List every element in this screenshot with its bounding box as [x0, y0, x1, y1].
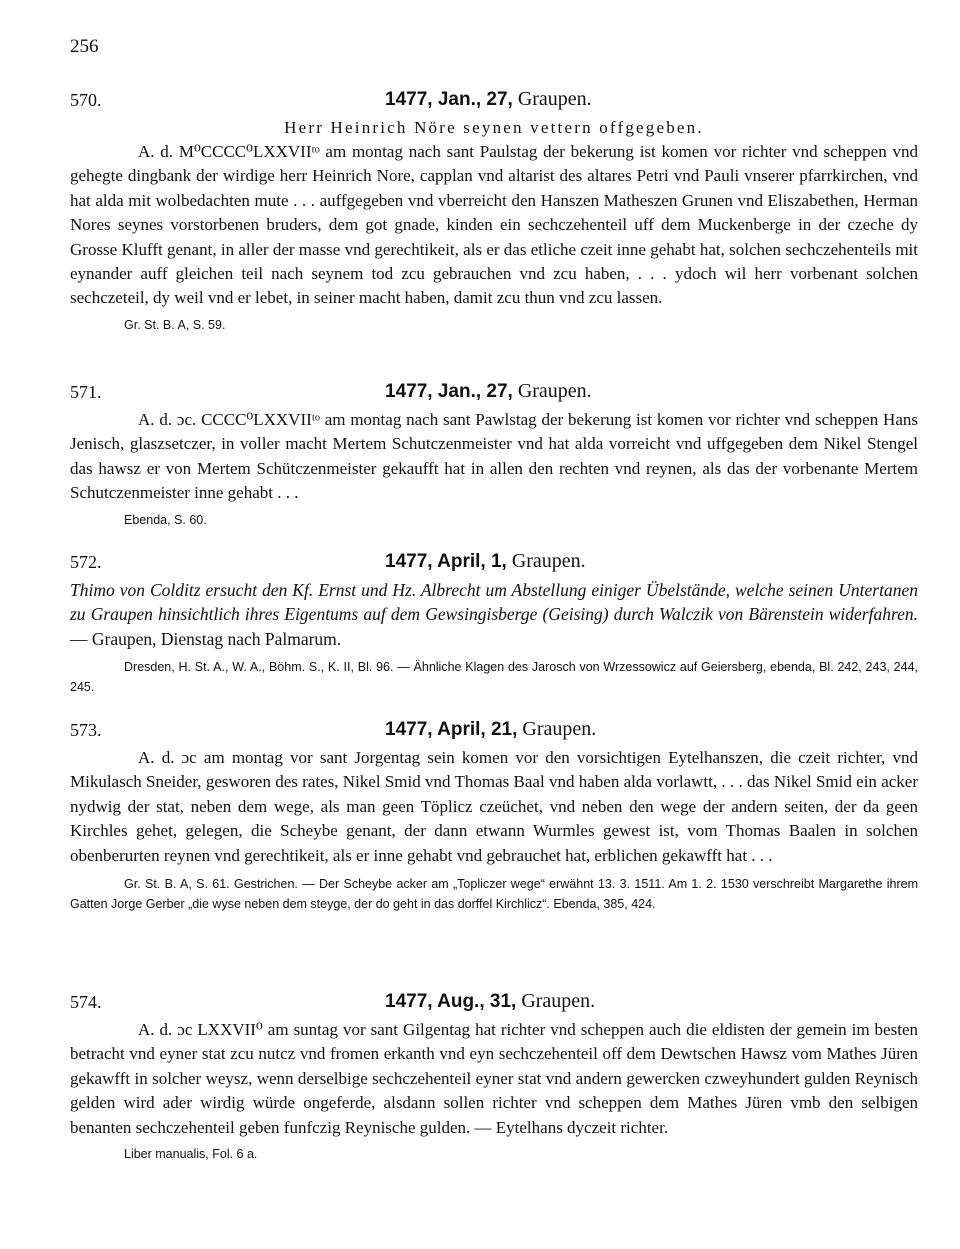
entry-date: 1477, Aug., 31, [385, 991, 517, 1012]
entry-date: 1477, April, 1, [385, 551, 507, 572]
entry-date-line [385, 550, 586, 573]
entry-place: Graupen. [522, 718, 597, 740]
entry-date-line [385, 718, 596, 741]
entry-source: Dresden, H. St. A., W. A., Böhm. S., K. II, Bl. 96. — Ähnliche Klagen des Jarosch von Wrzessowicz auf Geiersberg, ebenda, Bl. 242, 243, 244, 245. [70, 660, 918, 695]
entry-summary-italic: Thimo von Colditz ersucht den Kf. Ernst und Hz. Albrecht um Abstellung einiger Übelstände, welche seinen Untertanen zu Graupen hinsichtlich ihres Eigentums auf dem Gewsingisberge (Geising) durch Walczik von Bärenstein widerfahren. [70, 580, 918, 625]
entry-date-line [385, 88, 592, 111]
entry-573 [70, 718, 918, 914]
entry-number: 572. [70, 552, 102, 572]
entry-text: A. d. ɔc am montag vor sant Jorgentag sein komen vor den vorsichtigen Eytelhanszen, die czeit richter, vnd Mikulasch Sneider, gesworen des rates, Nikel Smid vnd Thomas Baal vnd haben alda vorlawtt, . . . das Nikel Smid ein acker nydwig der stat, neben dem wege, als man geen Töplicz czeüchet, vnd neben den wege der andern seiten, der da geen Kirchles gehet, gelegen, die Scheybe genant, der dann etwann Wurmles gewest ist, vom Thomas Baalen in solchen obenberurten reynen vnd gerechtikeit, als er inne gehabt vnd gebrauchet hat, erblichen gekawfft hat . . . [70, 748, 918, 865]
entry-place: Graupen. [517, 380, 592, 402]
page-number: 256 [70, 36, 99, 57]
entry-place: Graupen. [521, 990, 596, 1012]
entry-source: Gr. St. B. A, S. 61. Gestrichen. — Der Scheybe acker am „Topliczer wege“ erwähnt 13. 3. 1511. Am 1. 2. 1530 verschreibt Margarethe ihrem Gatten Jorge Gerber „die wyse neben dem steyge, der do geht in das dorffel Kirchlicz“. Ebenda, 385, 424. [70, 877, 918, 912]
entry-heading [70, 88, 918, 116]
entry-date: 1477, Jan., 27, [385, 381, 513, 402]
entry-date: 1477, Jan., 27, [385, 89, 513, 110]
entry-date-line [385, 380, 592, 403]
entry-text: A. d. M⁰CCCC⁰LXXVIIᵗᵒ am montag nach sant Paulstag der bekerung ist komen vor richter vnd scheppen vnd gehegte dingbank der wirdige herr Heinrich Nore, capplan vnd altarist des altares Petri vnd Pauli vnserer pfarrkirchen, vnd hat alda mit wolbedachten mute . . . auffgegeben vnd vberreicht den Hanszen Matheszen Grunen vnd Eliszabethen, Herman Nores seynes vorstorbenen bruders, dem got gnade, kinden ein sechczehenteil uff dem Muckenberge in der czeche dy Grosse Klufft genant, in aller der masse vnd gerechtikeit, als er das etliche czeit inne gehabt hat, solchen sechczehenteils mit eynander auff gleichen teil nach seynem tod zcu gebrauchen vnd zcu haben, . . . ydoch wil herr vorbenant solchen sechczeteil, dy weil vnd er lebet, in seiner macht haben, damit zcu thun vnd zcu lassen. [70, 142, 918, 308]
entry-source: Ebenda, S. 60. [124, 512, 207, 527]
entry-heading [70, 550, 918, 578]
entry-heading [70, 718, 918, 746]
entry-heading [70, 380, 918, 408]
entry-summary [70, 578, 918, 651]
entry-summary-date: — Graupen, Dienstag nach Palmarum. [70, 628, 342, 649]
entry-text: A. d. ɔc LXXVII⁰ am suntag vor sant Gilgentag hat richter vnd scheppen auch die eldisten der gemein im besten betracht vnd eyner stat zcu nutcz vnd fromen erkanth vnd eyn sechczehenteil off dem Dewtschen Hawsz vom Mathes Jüren gekawfft in solcher weysz, wenn derselbige sechczehenteil eyner stat vnd andern gewercken czweyhundert gulden Reynisch gelden wird ader wirdig würde ongeferde, alsdann sollen richter vnd scheppen dem Mathes Jüren vmb den selbigen benanten sechczehenteil geben funfczig Reynische gulden. — Eytelhans dyczeit richter. [70, 1020, 918, 1137]
entry-number: 573. [70, 720, 102, 740]
entry-date-line [385, 990, 595, 1013]
entry-text: A. d. ɔc. CCCC⁰LXXVIIᵗᵒ am montag nach sant Pawlstag der bekerung ist komen vor richter vnd scheppen Hans Jenisch, glaszsetczer, in voller macht Mertem Schutczenmeister vnd hat alda vorreicht vnd uffgegeben dem Nikel Stengel das hawsz er von Mertem Schütczenmeister gekaufft hat in allen den rechten vnd reynen, als das der vorbenante Mertem Schutczenmeister inne gehabt . . . [70, 410, 918, 503]
entry-source: Liber manualis, Fol. 6 a. [124, 1147, 258, 1162]
entry-number: 574. [70, 992, 102, 1012]
entry-number: 571. [70, 382, 102, 402]
entry-571 [70, 380, 918, 530]
entry-source: Gr. St. B. A, S. 59. [124, 317, 226, 332]
entry-number: 570. [70, 90, 102, 110]
entry-572 [70, 550, 918, 697]
entry-574 [70, 990, 918, 1164]
entry-heading [70, 990, 918, 1018]
entry-summary: Herr Heinrich Nöre seynen vettern offgegeben. [284, 118, 704, 137]
entry-570 [70, 88, 918, 335]
entry-date: 1477, April, 21, [385, 719, 518, 740]
entry-place: Graupen. [511, 550, 586, 572]
entry-place: Graupen. [517, 88, 592, 110]
